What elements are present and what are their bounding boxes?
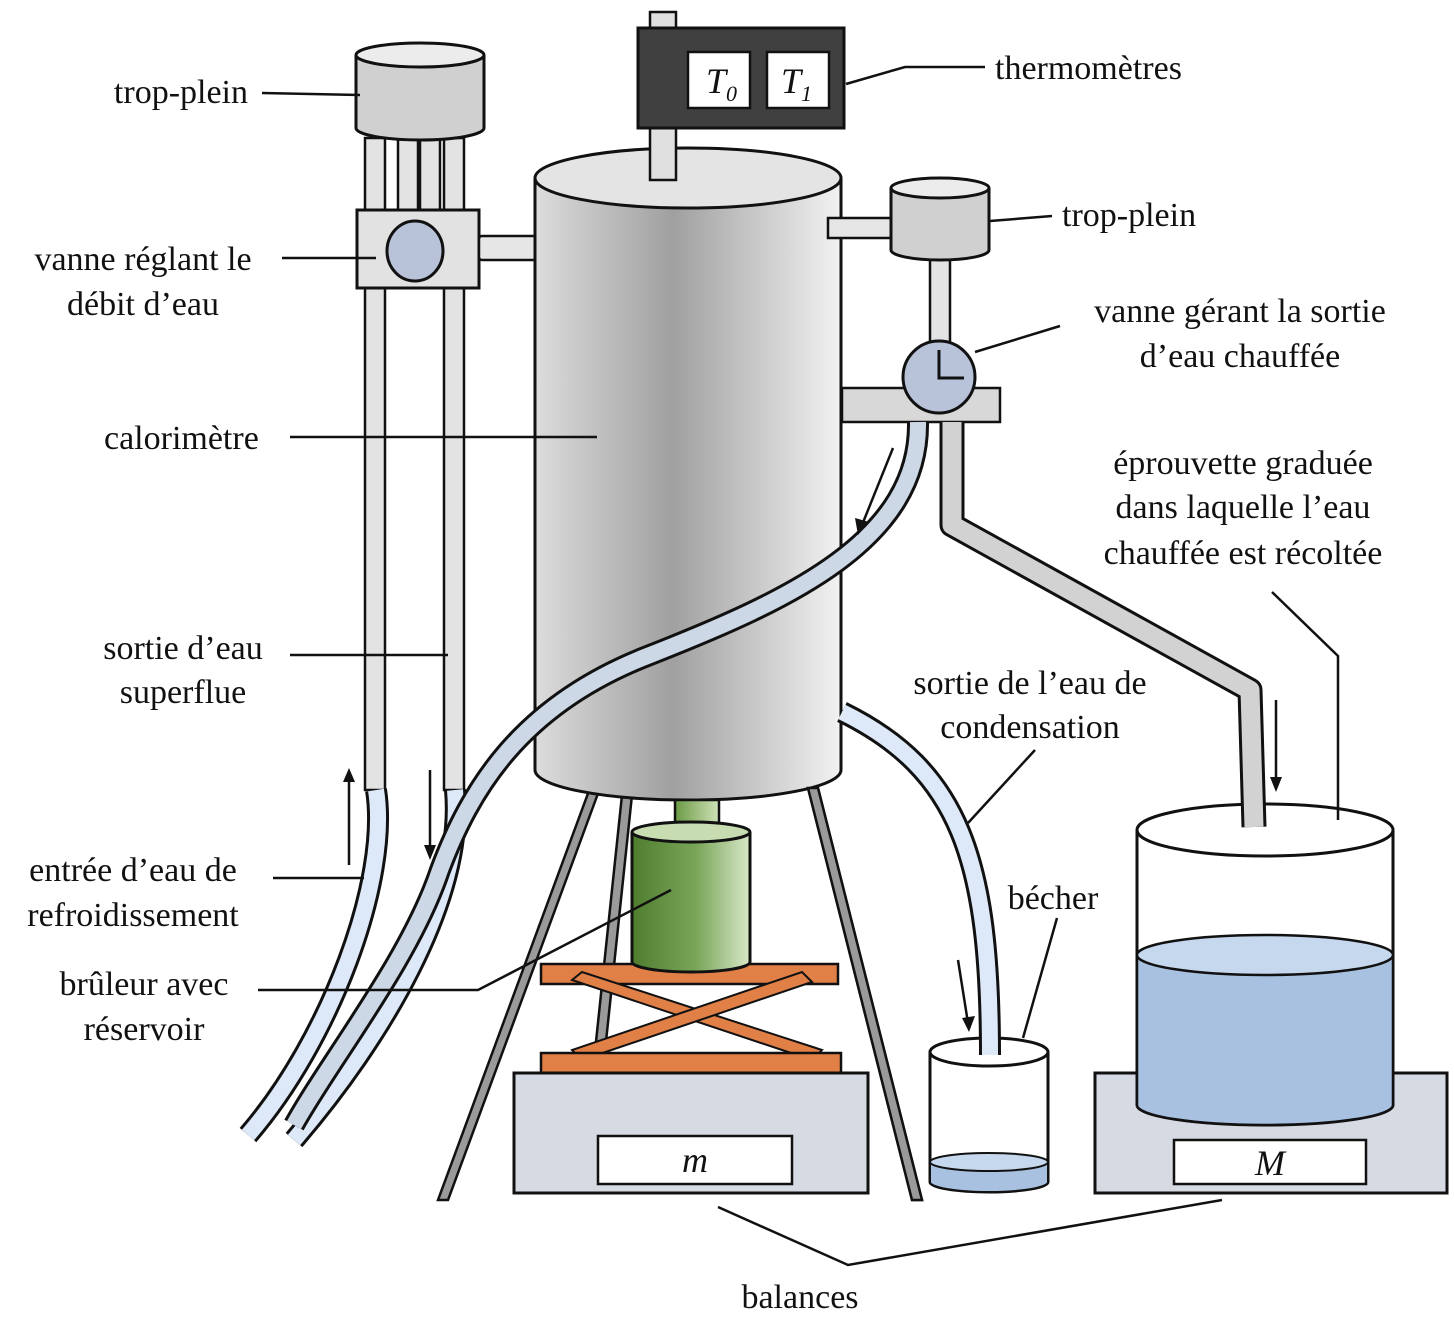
label-entree-line2: refroidissement [27, 897, 239, 934]
label-sortie-condensation-line2: condensation [940, 709, 1120, 746]
label-eprouvette-line2: dans laquelle l’eau [1115, 489, 1371, 526]
label-trop-plein-left: trop-plein [113, 74, 248, 111]
label-bruleur-line2: réservoir [83, 1011, 205, 1048]
thermometer-1-label: $T_1$ [781, 61, 813, 106]
label-sortie-condensation-line1: sortie de l’eau de [913, 665, 1147, 702]
label-balances: balances [741, 1279, 859, 1316]
right-overflow [828, 178, 1000, 422]
label-trop-plein-right: trop-plein [1062, 197, 1197, 234]
label-entree-line1: entrée d’eau de [29, 852, 237, 889]
left-overflow [356, 43, 553, 790]
label-vanne-reglant-line2: débit d’eau [67, 286, 219, 323]
label-eprouvette-line1: éprouvette graduée [1113, 445, 1373, 482]
beaker [930, 1038, 1048, 1192]
label-calorimetre: calorimètre [104, 420, 259, 457]
outlet-valve [903, 341, 975, 413]
label-bruleur-line1: brûleur avec [59, 966, 229, 1003]
lab-jack [541, 964, 841, 1073]
arrow-down-outlet [424, 770, 436, 860]
calorimeter [535, 148, 841, 800]
arrow-down-beaker [958, 960, 975, 1032]
label-thermometres: thermomètres [995, 50, 1182, 87]
arrow-down-cylinder [1270, 700, 1282, 792]
scale-left-reading: m [682, 1140, 708, 1180]
graduated-cylinder [1137, 804, 1393, 1125]
flow-valve [357, 210, 553, 288]
label-becher: bécher [1007, 880, 1099, 917]
scale-right-reading: M [1255, 1143, 1285, 1183]
label-sortie-superflue-line1: sortie d’eau [103, 630, 263, 667]
label-eprouvette-line3: chauffée est récoltée [1103, 535, 1383, 572]
label-vanne-gerant-line1: vanne gérant la sortie [1094, 293, 1386, 330]
scale-left [514, 1073, 868, 1193]
label-vanne-gerant-line2: d’eau chauffée [1139, 338, 1341, 375]
hot-water-pipe [952, 422, 1254, 827]
label-sortie-superflue-line2: superflue [119, 674, 247, 711]
burner [632, 800, 750, 972]
thermometer-0-label: $T_0$ [706, 61, 738, 106]
label-vanne-reglant-line1: vanne réglant le [34, 241, 252, 278]
overflow-cup [356, 43, 484, 140]
arrow-up-inlet [343, 768, 355, 865]
